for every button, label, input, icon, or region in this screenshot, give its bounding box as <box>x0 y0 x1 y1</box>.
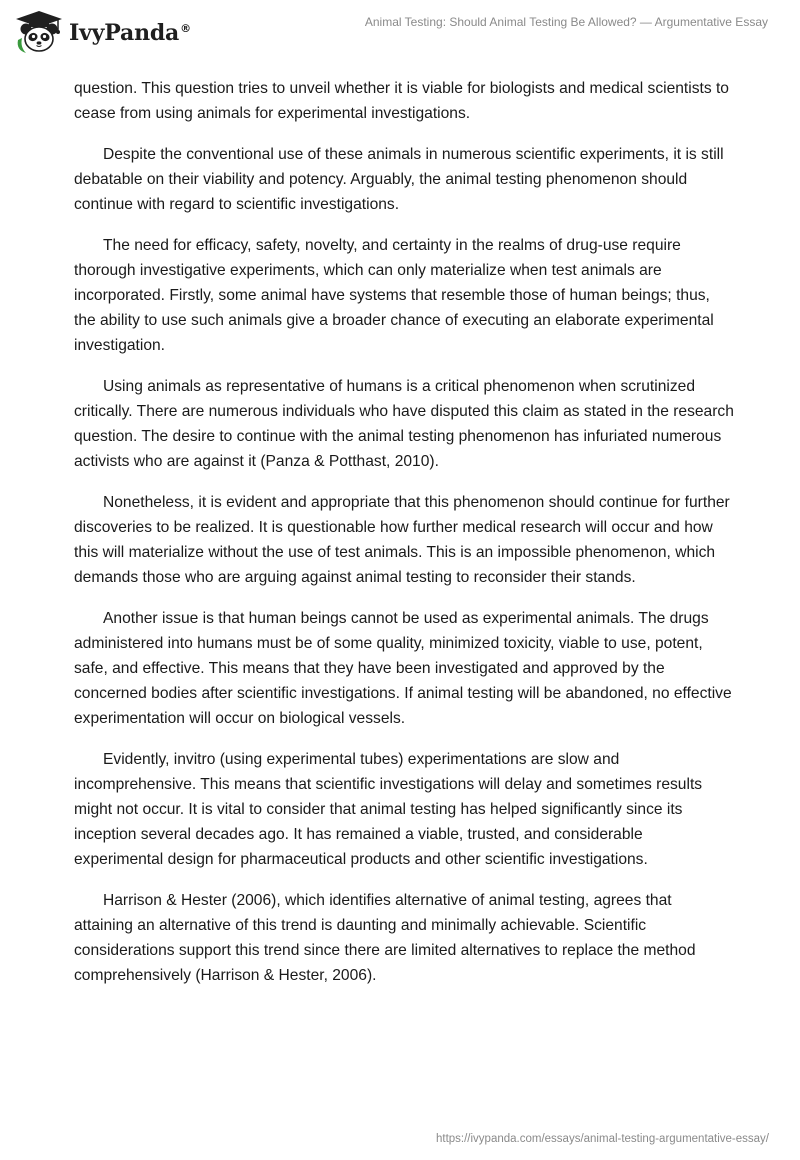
source-url[interactable]: https://ivypanda.com/essays/animal-testing-argumentative-essay/ <box>435 1133 769 1145</box>
paragraph: Evidently, invitro (using experimental tubes) experimentations are slow and incomprehensive. This means that scientific investigations will delay and sometimes results might not occur. It is vital to consider that animal testing has helped significantly since its inception several decades ago. It has remained a viable, trusted, and considerable experimental design for pharmaceutical products and other scientific investigations. <box>74 751 703 868</box>
brand-logo[interactable] <box>14 10 191 54</box>
panda-graduate-icon <box>14 10 64 54</box>
page-header <box>0 0 800 64</box>
brand-name-text: IvyPanda <box>69 20 180 46</box>
brand-name <box>69 20 191 46</box>
paragraph: Using animals as representative of humans is a critical phenomenon when scrutinized critically. There are numerous individuals who have disputed this claim as stated in the research question. The desire to continue with the animal testing phenomenon has infuriated numerous activists who are against it (Panza & Potthast, 2010). <box>74 378 734 470</box>
paragraph-continued: question. This question tries to unveil whether it is viable for biologists and medical scientists to cease from using animals for experimental investigations. <box>74 80 729 122</box>
registered-mark: ® <box>180 21 191 35</box>
paragraph: Despite the conventional use of these animals in numerous scientific experiments, it is still debatable on their viability and potency. Arguably, the animal testing phenomenon should continue with regard to scientific investigations. <box>74 146 724 213</box>
paragraph: Another issue is that human beings cannot be used as experimental animals. The drugs administered into humans must be of some quality, minimized toxicity, viable to use, potent, safe, and effective. This means that they have been investigated and approved by the concerned bodies after scientific investigations. If animal testing will be abandoned, no effective experimentation will occur on biological vessels. <box>74 610 732 727</box>
paragraph: Harrison & Hester (2006), which identifies alternative of animal testing, agrees that attaining an alternative of this trend is daunting and minimally achievable. Scientific considerations support this trend since there are limited alternatives to replace the method comprehensively (Harrison & Hester, 2006). <box>74 892 696 984</box>
paragraph: Nonetheless, it is evident and appropriate that this phenomenon should continue for further discoveries to be realized. It is questionable how further medical research will occur and how this will materialize without the use of test animals. This is an impossible phenomenon, which demands those who are arguing against animal testing to reconsider their stands. <box>74 494 730 586</box>
essay-body <box>74 76 734 1004</box>
paragraph: The need for efficacy, safety, novelty, and certainty in the realms of drug-use require thorough investigative experiments, which can only materialize when test animals are incorporated. Firstly, some animal have systems that resemble those of human beings; thus, the ability to use such animals give a broader chance of executing an elaborate experimental investigation. <box>74 237 714 354</box>
document-title: Animal Testing: Should Animal Testing Be Allowed? — Argumentative Essay <box>364 15 768 29</box>
